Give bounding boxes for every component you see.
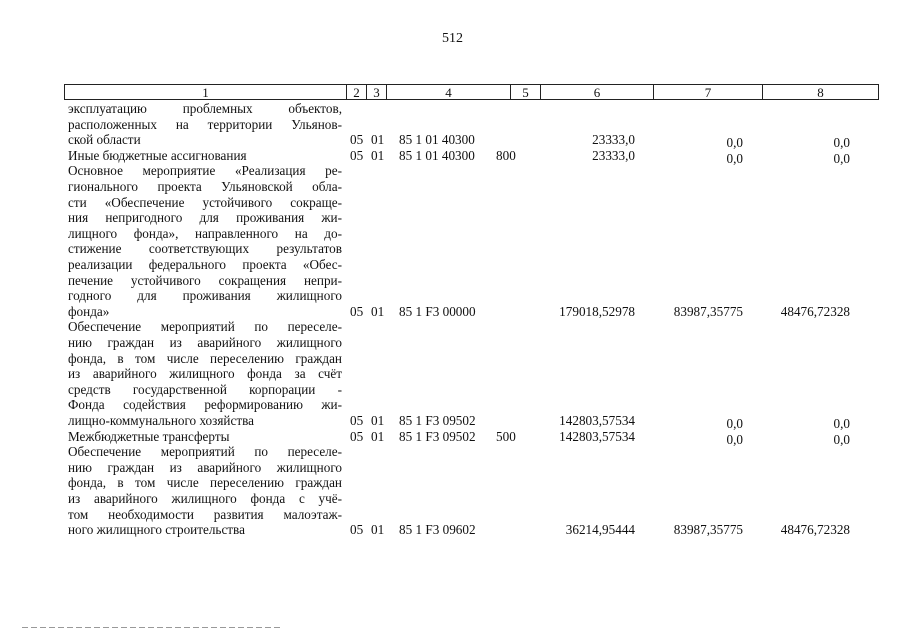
row-name-line: нию граждан из аварийного жилищного [68, 459, 342, 475]
cell-col-8: 0,0 [833, 150, 850, 166]
row-name [68, 444, 342, 538]
table-row [0, 101, 905, 151]
table-row [0, 319, 905, 431]
cell-col-6: 23333,0 [592, 132, 635, 148]
cell-col-8: 0,0 [833, 431, 850, 447]
cell-col-7: 83987,35775 [673, 522, 743, 538]
row-name-line: Межбюджетные трансферты [68, 428, 230, 444]
cell-col-6: 142803,57534 [559, 412, 635, 428]
row-name-line: расположенных на территории Ульянов- [68, 116, 342, 132]
cell-col-4: 85 1 F3 09502 [399, 412, 476, 428]
cell-col-8: 48476,72328 [780, 522, 850, 538]
cell-col-3: 01 [371, 303, 385, 319]
table-row [0, 429, 905, 445]
row-name-line: гионального проекта Ульяновской обла- [68, 178, 342, 194]
row-name-line: фонда, в том числе переселению граждан [68, 475, 342, 491]
cell-col-2: 05 [350, 132, 364, 148]
page-number: 512 [442, 31, 463, 46]
row-name-line: из аварийного жилищного фонда за счёт [68, 366, 342, 382]
row-name-line: Обеспечение мероприятий по переселе- [68, 444, 342, 460]
cell-col-7: 0,0 [726, 415, 743, 431]
cell-col-3: 01 [371, 132, 385, 148]
header-col-6: 6 [541, 85, 654, 99]
cell-col-2: 05 [350, 522, 364, 538]
row-name-line: средств государственной корпорации - [68, 381, 342, 397]
row-name-line: лищного фонда», направленного на до- [68, 225, 342, 241]
row-name-line: Обеспечение мероприятий по переселе- [68, 319, 342, 335]
cell-col-7: 0,0 [726, 150, 743, 166]
header-col-5: 5 [511, 85, 541, 99]
row-name-line: из аварийного жилищного фонда с учё- [68, 490, 342, 506]
header-col-2: 2 [347, 85, 367, 99]
cell-col-4: 85 1 F3 00000 [399, 303, 476, 319]
table-row [0, 163, 905, 319]
cell-col-2: 05 [350, 147, 364, 163]
row-name-line: лищно-коммунального хозяйства [68, 412, 254, 428]
cell-col-7: 83987,35775 [673, 303, 743, 319]
row-name [68, 319, 342, 428]
table-header [64, 84, 879, 100]
row-name-line: стижение соответствующих результатов [68, 241, 342, 257]
row-name-line: Иные бюджетные ассигнования [68, 147, 247, 163]
cell-col-5: 800 [496, 147, 516, 163]
header-col-7: 7 [654, 85, 763, 99]
cell-col-3: 01 [371, 412, 385, 428]
cell-col-4: 85 1 01 40300 [399, 132, 475, 148]
cell-col-8: 0,0 [833, 135, 850, 151]
table-row [0, 444, 905, 538]
row-name-line: ного жилищного строительства [68, 522, 245, 538]
header-col-8: 8 [817, 85, 824, 100]
header-col-4: 4 [387, 85, 511, 99]
row-name [68, 429, 342, 445]
cell-col-2: 05 [350, 412, 364, 428]
cell-col-2: 05 [350, 428, 364, 444]
cell-col-8: 0,0 [833, 415, 850, 431]
row-name-line: том необходимости развития малоэтаж- [68, 506, 342, 522]
cell-col-5: 500 [496, 428, 516, 444]
footer-divider [22, 627, 280, 628]
row-name-line: сти «Обеспечение устойчивого сокраще- [68, 194, 342, 210]
row-name-line: ской области [68, 132, 141, 148]
row-name [68, 163, 342, 319]
row-name-line: фонда, в том числе переселению граждан [68, 350, 342, 366]
row-name [68, 101, 342, 148]
row-name-line: реализации федерального проекта «Обес- [68, 256, 342, 272]
cell-col-3: 01 [371, 428, 385, 444]
cell-col-8: 48476,72328 [780, 303, 850, 319]
table-row [0, 148, 905, 164]
row-name-line: годного для проживания жилищного [68, 288, 342, 304]
cell-col-6: 142803,57534 [559, 428, 635, 444]
row-name [68, 148, 342, 164]
cell-col-4: 85 1 F3 09602 [399, 522, 476, 538]
cell-col-4: 85 1 01 40300 [399, 147, 475, 163]
cell-col-6: 179018,52978 [559, 303, 635, 319]
cell-col-7: 0,0 [726, 135, 743, 151]
row-name-line: эксплуатацию проблемных объектов, [68, 101, 342, 116]
cell-col-4: 85 1 F3 09502 [399, 428, 476, 444]
cell-col-7: 0,0 [726, 431, 743, 447]
cell-col-6: 23333,0 [592, 147, 635, 163]
header-col-3: 3 [367, 85, 387, 99]
row-name-line: Основное мероприятие «Реализация ре- [68, 163, 342, 179]
row-name-line: Фонда содействия реформированию жи- [68, 397, 342, 413]
cell-col-3: 01 [371, 147, 385, 163]
row-name-line: печение устойчивого сокращения непри- [68, 272, 342, 288]
row-name-line: нию граждан из аварийного жилищного [68, 334, 342, 350]
row-name-line: фонда» [68, 303, 110, 319]
cell-col-3: 01 [371, 522, 385, 538]
header-col-1: 1 [65, 85, 347, 99]
cell-col-2: 05 [350, 303, 364, 319]
cell-col-6: 36214,95444 [565, 522, 635, 538]
row-name-line: ния непригодного для проживания жи- [68, 210, 342, 226]
